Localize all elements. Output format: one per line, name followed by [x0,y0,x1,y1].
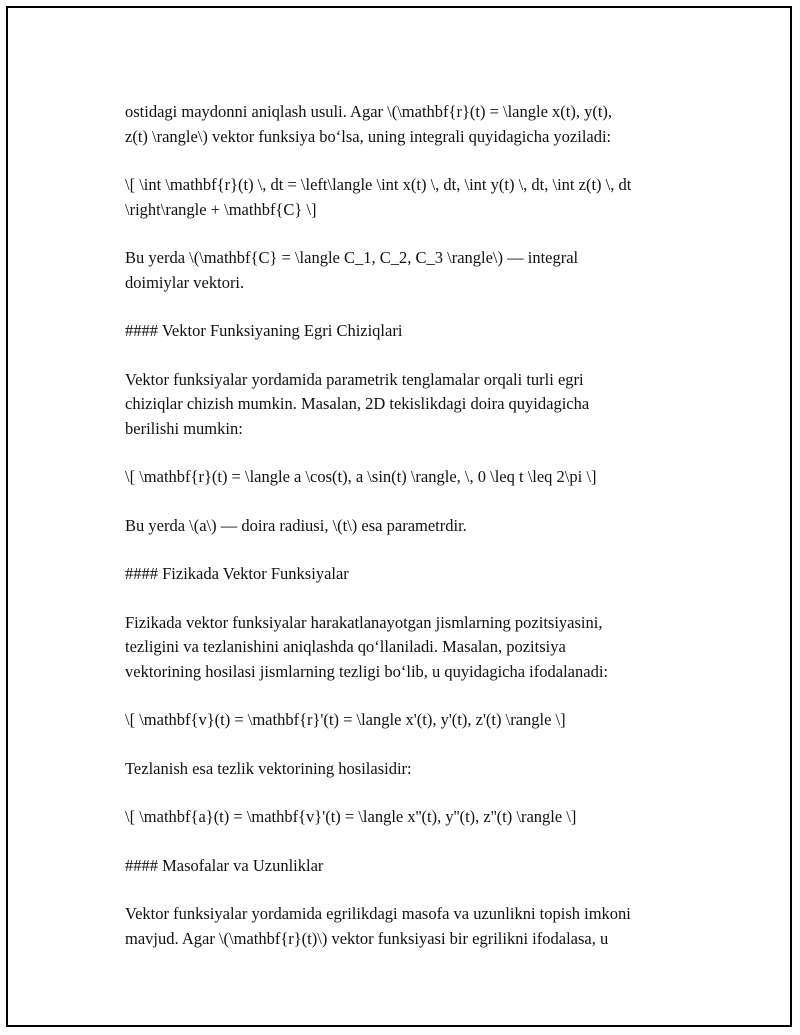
heading-distances [125,854,705,879]
document-body [125,100,705,975]
equation-line: \[ \int \mathbf{r}(t) \, dt = \left\langle \int x(t) \, dt, \int y(t) \, dt, \int z(t) \, dt [125,175,632,194]
text-line: mavjud. Agar \(\mathbf{r}(t)\) vektor funksiyasi bir egrilikni ifodalasa, u [125,928,609,948]
equation-vector-integral [125,173,705,222]
heading-line: #### Vektor Funksiyaning Egri Chiziqlari [125,321,403,340]
paragraph-physics [125,611,705,685]
text-line: vektorining hosilasi jismlarning tezligi bo‘lib, u quyidagicha ifodalanadi: [125,661,608,681]
equation-velocity [125,708,705,733]
paragraph-integral-intro [125,100,705,149]
heading-curves [125,319,705,344]
text-line: Vektor funksiyalar yordamida parametrik tenglamalar orqali turli egri [125,369,584,389]
equation-line: \[ \mathbf{v}(t) = \mathbf{r}'(t) = \langle x'(t), y'(t), z'(t) \rangle \] [125,710,566,729]
paragraph-acceleration-intro [125,757,705,782]
text-line: Fizikada vektor funksiyalar harakatlanayotgan jismlarning pozitsiyasini, [125,612,603,632]
equation-line: \[ \mathbf{r}(t) = \langle a \cos(t), a \sin(t) \rangle, \, 0 \leq t \leq 2\pi \] [125,467,597,486]
heading-physics [125,562,705,587]
text-line: chiziqlar chizish mumkin. Masalan, 2D tekislikdagi doira quyidagicha [125,394,590,413]
text-line: Tezlanish esa tezlik vektorining hosilasidir: [125,758,412,778]
equation-line: \[ \mathbf{a}(t) = \mathbf{v}'(t) = \langle x''(t), y''(t), z''(t) \rangle \] [125,807,577,826]
text-line: tezligini va tezlanishini aniqlashda qo‘llaniladi. Masalan, pozitsiya [125,637,566,656]
text-line: doimiylar vektori. [125,272,245,292]
paragraph-arc-length [125,902,705,951]
text-line: Bu yerda \(\mathbf{C} = \langle C_1, C_2, C_3 \rangle\) — integral [125,248,579,267]
text-line: berilishi mumkin: [125,418,243,438]
heading-line: #### Fizikada Vektor Funksiyalar [125,564,349,583]
text-line: Vektor funksiyalar yordamida egrilikdagi masofa va uzunlikni topish imkoni [125,904,631,923]
paragraph-parametric-curves [125,368,705,442]
equation-circle [125,465,705,490]
equation-acceleration [125,805,705,830]
document-page [6,6,792,1027]
paragraph-integration-constant [125,246,705,295]
paragraph-circle-params [125,514,705,539]
text-line: z(t) \rangle\) vektor funksiya bo‘lsa, uning integrali quyidagicha yoziladi: [125,126,612,146]
equation-line: \right\rangle + \mathbf{C} \] [125,199,317,219]
text-line: Bu yerda \(a\) — doira radiusi, \(t\) esa parametrdir. [125,515,467,535]
heading-line: #### Masofalar va Uzunliklar [125,855,324,875]
text-line: ostidagi maydonni aniqlash usuli. Agar \(\mathbf{r}(t) = \langle x(t), y(t), [125,102,613,121]
